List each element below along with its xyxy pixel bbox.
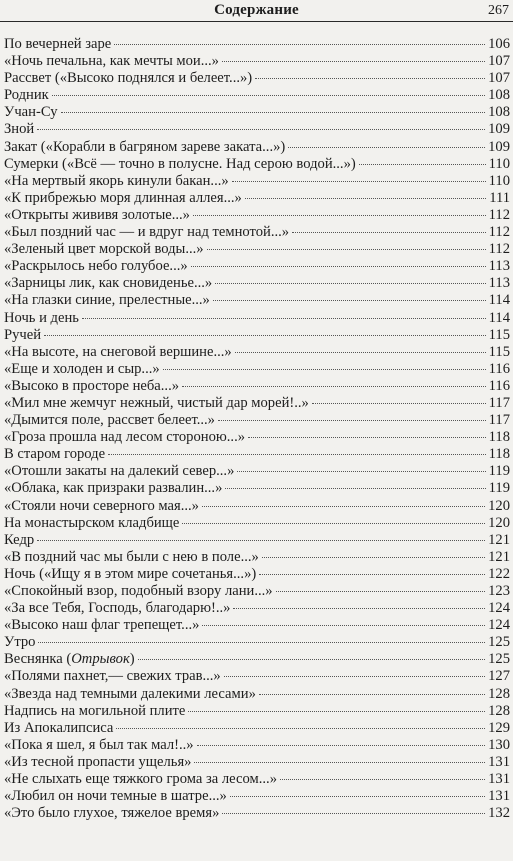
toc-entry-page: 115 xyxy=(488,326,510,343)
toc-entry xyxy=(4,583,510,600)
dot-leader xyxy=(138,659,485,660)
dot-leader xyxy=(182,523,485,524)
dot-leader xyxy=(202,625,485,626)
dot-leader xyxy=(262,557,485,558)
toc-entry-page: 127 xyxy=(488,668,510,685)
toc-entry-title: «Гроза прошла над лесом стороною...» xyxy=(4,429,246,446)
toc-entry xyxy=(4,275,510,292)
toc-entry-title: Сумерки («Всё — точно в полусне. Над серою водой...») xyxy=(4,155,356,172)
dot-leader xyxy=(235,352,486,353)
toc-entry-title: «На мертвый якорь кинули бакан...» xyxy=(4,172,229,189)
dot-leader xyxy=(37,129,485,130)
toc-entry-page: 113 xyxy=(488,275,510,292)
toc-entry-title: Кедр xyxy=(4,531,35,548)
toc-entry-page: 122 xyxy=(488,565,510,582)
dot-leader xyxy=(191,266,486,267)
toc-entry xyxy=(4,703,510,720)
toc-entry-page: 125 xyxy=(488,634,510,651)
toc-entry-page: 107 xyxy=(488,53,510,70)
toc-entry xyxy=(4,686,510,703)
toc-entry-page: 112 xyxy=(488,224,510,241)
toc-entry xyxy=(4,771,510,788)
toc-entry xyxy=(4,805,510,822)
dot-leader xyxy=(207,249,486,250)
toc-entry-page: 119 xyxy=(488,463,510,480)
toc-entry xyxy=(4,207,510,224)
toc-entry-title: «Зарницы лик, как сновиденье...» xyxy=(4,275,213,292)
page-header xyxy=(0,0,513,20)
dot-leader xyxy=(233,608,485,609)
toc-entry-title: Утро xyxy=(4,634,36,651)
toc-entry-title: «Высоко наш флаг трепещет...» xyxy=(4,617,200,634)
toc-entry xyxy=(4,429,510,446)
toc-entry-page: 128 xyxy=(488,702,510,719)
toc-entry-page: 125 xyxy=(488,651,510,668)
toc-entry-page: 116 xyxy=(488,360,510,377)
dot-leader xyxy=(116,728,485,729)
toc-entry-page: 109 xyxy=(488,138,510,155)
toc-entry xyxy=(4,515,510,532)
toc-entry-title: «Мил мне жемчуг нежный, чистый дар морей!..» xyxy=(4,394,309,411)
toc-entry-title: Из Апокалипсиса xyxy=(4,719,114,736)
dot-leader xyxy=(312,403,486,404)
toc-entry-title: «Звезда над темными далекими лесами» xyxy=(4,685,256,702)
toc-entry xyxy=(4,446,510,463)
toc-entry-page: 106 xyxy=(488,36,510,52)
toc-entry xyxy=(4,258,510,275)
toc-entry xyxy=(4,378,510,395)
toc-entry xyxy=(4,224,510,241)
dot-leader xyxy=(248,437,486,438)
toc-entry xyxy=(4,617,510,634)
toc-entry xyxy=(4,566,510,583)
toc-entry-page: 121 xyxy=(488,531,510,548)
toc-entry-page: 119 xyxy=(488,480,510,497)
toc-entry xyxy=(4,600,510,617)
toc-entry-page: 129 xyxy=(488,719,510,736)
dot-leader xyxy=(202,506,485,507)
toc-entry-title: «Зеленый цвет морской воды...» xyxy=(4,241,204,258)
toc-entry-page: 110 xyxy=(488,172,510,189)
toc-entry xyxy=(4,532,510,549)
dot-leader xyxy=(292,232,486,233)
toc-entry-page: 131 xyxy=(488,788,510,805)
toc-entry-title: «Ночь печальна, как мечты мои...» xyxy=(4,53,219,70)
toc-entry xyxy=(4,412,510,429)
toc-entry xyxy=(4,190,510,207)
toc-entry-page: 128 xyxy=(488,685,510,702)
toc-entry-title: «На глазки синие, прелестные...» xyxy=(4,292,210,309)
toc-entry-title: «Пока я шел, я был так мал!..» xyxy=(4,736,194,753)
dot-leader xyxy=(197,745,486,746)
toc-entry-title: «Отошли закаты на далекий север...» xyxy=(4,463,235,480)
toc-entry-title: «Был поздний час — и вдруг над темнотой...» xyxy=(4,224,290,241)
toc-entry-title: «В поздний час мы были с нею в поле...» xyxy=(4,548,259,565)
toc-entry-title: «Еще и холоден и сыр...» xyxy=(4,360,160,377)
toc-entry-title: «Полями пахнет,— свежих трав...» xyxy=(4,668,221,685)
toc-entry-title: «Спокойный взор, подобный взору лани...» xyxy=(4,583,273,599)
toc-entry xyxy=(4,361,510,378)
toc-entry-page: 108 xyxy=(488,104,510,121)
toc-entry-title: По вечерней заре xyxy=(4,36,112,52)
toc-entry-page: 121 xyxy=(488,548,510,565)
toc-entry-title: Надпись на могильной плите xyxy=(4,702,186,719)
dot-leader xyxy=(163,369,486,370)
toc-entry-page: 112 xyxy=(488,241,510,258)
dot-leader xyxy=(237,471,485,472)
toc-entry xyxy=(4,754,510,771)
page-number: 267 xyxy=(488,3,509,18)
dot-leader xyxy=(194,762,485,763)
toc-entry-title: Зной xyxy=(4,121,35,138)
dot-leader xyxy=(38,642,485,643)
toc-entry-title: «Стояли ночи северного мая...» xyxy=(4,497,199,514)
header-rule xyxy=(0,21,513,22)
table-of-contents xyxy=(4,36,510,822)
toc-entry-title-italic: Отрывок xyxy=(71,651,130,668)
toc-entry xyxy=(4,70,510,87)
toc-entry xyxy=(4,121,510,138)
toc-entry-title: «К прибрежью моря длинная аллея...» xyxy=(4,189,242,206)
dot-leader xyxy=(222,61,485,62)
dot-leader xyxy=(52,95,485,96)
dot-leader xyxy=(182,386,486,387)
toc-entry-title: «Облака, как призраки развалин...» xyxy=(4,480,223,497)
toc-entry xyxy=(4,292,510,309)
dot-leader xyxy=(359,164,486,165)
toc-entry-page: 115 xyxy=(488,343,510,360)
toc-entry-title: «Высоко в просторе неба...» xyxy=(4,377,180,394)
dot-leader xyxy=(288,147,485,148)
toc-entry-title: «За все Тебя, Господь, благодарю!..» xyxy=(4,600,231,617)
toc-entry xyxy=(4,327,510,344)
dot-leader xyxy=(224,676,485,677)
toc-entry-title: «Не слыхать еще тяжкого грома за лесом...» xyxy=(4,771,277,788)
toc-entry-title: «Дымится поле, рассвет белеет...» xyxy=(4,412,215,429)
toc-entry-page: 131 xyxy=(488,753,510,770)
toc-entry-page: 118 xyxy=(488,446,510,463)
toc-entry xyxy=(4,720,510,737)
toc-entry-title: Родник xyxy=(4,87,49,104)
toc-entry-title: «Раскрылось небо голубое...» xyxy=(4,258,188,275)
dot-leader xyxy=(61,112,486,113)
dot-leader xyxy=(280,779,485,780)
toc-entry-title: В старом городе xyxy=(4,446,106,463)
toc-entry-page: 107 xyxy=(488,70,510,87)
dot-leader xyxy=(82,318,486,319)
toc-entry xyxy=(4,87,510,104)
toc-entry-page: 131 xyxy=(488,771,510,788)
toc-entry xyxy=(4,156,510,173)
toc-entry-title: Веснянка (Отрывок) xyxy=(4,651,135,668)
toc-entry xyxy=(4,463,510,480)
toc-entry xyxy=(4,788,510,805)
dot-leader xyxy=(259,694,485,695)
dot-leader xyxy=(225,488,485,489)
toc-entry-title: Ночь и день xyxy=(4,309,79,326)
dot-leader xyxy=(259,574,485,575)
toc-entry xyxy=(4,344,510,361)
toc-entry-title: Ручей xyxy=(4,326,42,343)
dot-leader xyxy=(276,591,486,592)
dot-leader xyxy=(215,283,485,284)
toc-entry-page: 117 xyxy=(488,394,510,411)
toc-entry-title: Учан-Су xyxy=(4,104,58,121)
toc-entry-page: 120 xyxy=(488,497,510,514)
toc-entry-title: Рассвет («Высоко поднялся и белеет...») xyxy=(4,70,253,87)
toc-entry-page: 123 xyxy=(488,583,510,599)
toc-entry-page: 110 xyxy=(488,155,510,172)
toc-entry xyxy=(4,310,510,327)
toc-entry xyxy=(4,668,510,685)
page-title: Содержание xyxy=(214,2,299,18)
dot-leader xyxy=(230,796,485,797)
toc-entry-page: 114 xyxy=(488,309,510,326)
toc-entry-title: Ночь («Ищу я в этом мире сочетанья...») xyxy=(4,565,257,582)
toc-entry-page: 120 xyxy=(488,514,510,531)
toc-entry-title: На монастырском кладбище xyxy=(4,514,180,531)
dot-leader xyxy=(222,813,485,814)
toc-entry xyxy=(4,480,510,497)
dot-leader xyxy=(37,540,485,541)
dot-leader xyxy=(193,215,486,216)
dot-leader xyxy=(218,420,486,421)
toc-entry xyxy=(4,651,510,668)
toc-entry-page: 116 xyxy=(488,377,510,394)
toc-entry xyxy=(4,549,510,566)
toc-entry-page: 109 xyxy=(488,121,510,138)
dot-leader xyxy=(232,181,486,182)
dot-leader xyxy=(44,335,486,336)
toc-entry-page: 132 xyxy=(488,805,510,822)
toc-entry xyxy=(4,634,510,651)
dot-leader xyxy=(213,300,486,301)
toc-entry-page: 111 xyxy=(489,189,510,206)
dot-leader xyxy=(255,78,485,79)
toc-entry-title: «Из тесной пропасти ущелья» xyxy=(4,753,192,770)
toc-entry xyxy=(4,737,510,754)
dot-leader xyxy=(108,454,486,455)
toc-entry-title: «Открыты жививя золотые...» xyxy=(4,206,190,223)
dot-leader xyxy=(245,198,486,199)
toc-entry-page: 124 xyxy=(488,617,510,634)
toc-entry-title: «Это было глухое, тяжелое время» xyxy=(4,805,220,822)
toc-entry-page: 118 xyxy=(488,429,510,446)
toc-entry xyxy=(4,173,510,190)
dot-leader xyxy=(114,44,485,45)
dot-leader xyxy=(188,711,485,712)
toc-entry-page: 124 xyxy=(488,600,510,617)
toc-entry-title: «На высоте, на снеговой вершине...» xyxy=(4,343,232,360)
toc-entry-page: 117 xyxy=(488,412,510,429)
toc-entry xyxy=(4,36,510,53)
toc-entry xyxy=(4,104,510,121)
toc-entry-page: 130 xyxy=(488,736,510,753)
toc-entry xyxy=(4,139,510,156)
toc-entry-page: 113 xyxy=(488,258,510,275)
toc-entry xyxy=(4,241,510,258)
toc-entry-title: «Любил он ночи темные в шатре...» xyxy=(4,788,227,805)
toc-entry xyxy=(4,395,510,412)
toc-entry xyxy=(4,53,510,70)
toc-entry-title: Закат («Корабли в багряном зареве заката...») xyxy=(4,138,286,155)
toc-entry-page: 108 xyxy=(488,87,510,104)
toc-entry-page: 112 xyxy=(488,206,510,223)
toc-entry-page: 114 xyxy=(488,292,510,309)
toc-entry xyxy=(4,498,510,515)
